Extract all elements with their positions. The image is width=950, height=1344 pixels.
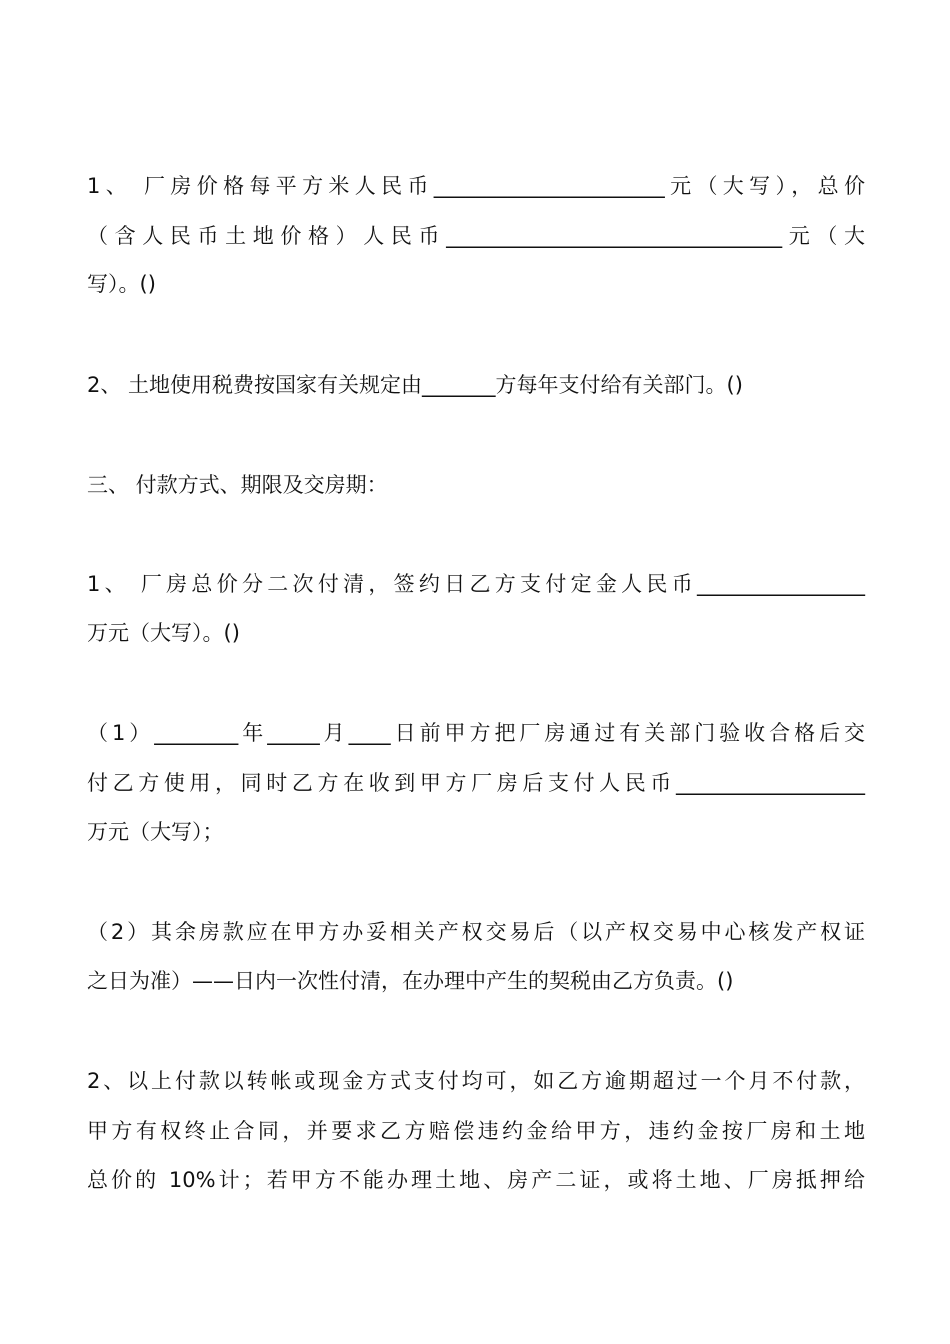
payment-2-line-2: 甲方有权终止合同，并要求乙方赔偿违约金给甲方，违约金按厂房和土地	[87, 1119, 865, 1143]
payment-1-sub-1-line-1: （1）________年_____月____日前甲方把厂房通过有关部门验收合格后交	[87, 721, 865, 745]
clause-2-line-1: 2、 土地使用税费按国家有关规定由_______方每年支付给有关部门。()	[87, 373, 743, 397]
section-3-heading: 三、 付款方式、期限及交房期：	[87, 473, 388, 497]
clause-1-line-3: 写）。()	[87, 272, 156, 296]
payment-1-line-2: 万元（大写）。()	[87, 621, 240, 645]
payment-1-sub-1-line-3: 万元（大写）；	[87, 820, 224, 844]
payment-1-sub-2-line-2: 之日为准）——日内一次性付清，在办理中产生的契税由乙方负责。()	[87, 969, 734, 993]
payment-2-line-3: 总价的 10%计；若甲方不能办理土地、房产二证，或将土地、厂房抵押给	[87, 1168, 865, 1192]
payment-2-line-1: 2、以上付款以转帐或现金方式支付均可，如乙方逾期超过一个月不付款，	[87, 1069, 865, 1093]
clause-1-line-1: 1、 厂房价格每平方米人民币______________________元（大写），总价	[87, 174, 865, 198]
clause-1-line-2: （含人民币土地价格）人民币________________________________元（大	[87, 224, 865, 248]
payment-1-sub-2-line-1: （2）其余房款应在甲方办妥相关产权交易后（以产权交易中心核发产权证	[87, 920, 865, 944]
payment-1-line-1: 1、 厂房总价分二次付清，签约日乙方支付定金人民币________________	[87, 572, 865, 596]
payment-1-sub-1-line-2: 付乙方使用，同时乙方在收到甲方厂房后支付人民币__________________	[87, 771, 865, 795]
